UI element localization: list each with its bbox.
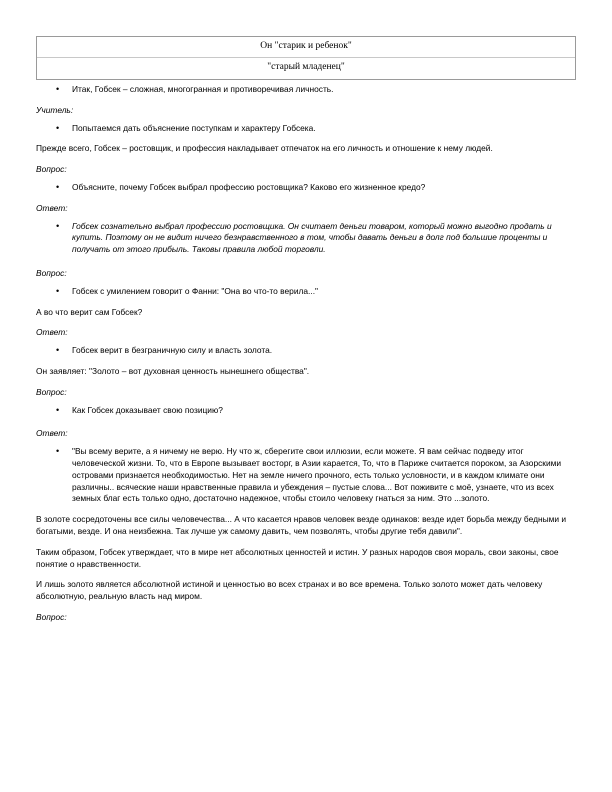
paragraph: Прежде всего, Гобсек – ростовщик, и профессия накладывает отпечаток на его личность и отношение к нему людей. [36,143,493,154]
bullet-item: • Итак, Гобсек – сложная, многогранная и противоречивая личность. [36,84,576,96]
speaker-label: Учитель: [36,104,74,115]
question-label: Вопрос: [36,164,67,175]
header-box [36,36,576,80]
question-label: Вопрос: [36,386,67,397]
question-label: Вопрос: [36,267,67,278]
paragraph: Таким образом, Гобсек утверждает, что в мире нет абсолютных ценностей и истин. У разных народов своя мораль, свои законы, свое понятие о нравственности. [36,546,559,569]
bullet-item: • Гобсек с умилением говорит о Фанни: "Она во что-то верила..." [36,286,576,298]
bullet-item: • Попытаемся дать объяснение поступкам и характеру Гобсека. [36,123,576,135]
paragraph: А во что верит сам Гобсек? [36,306,143,317]
document-body [36,84,576,630]
paragraph: И лишь золото является абсолютной истиной и ценностью во всех странах и во все времена. Только золото может дать человеку абсолютную, реальную власть над миром. [36,579,543,602]
bullet-item: • Гобсек сознательно выбрал профессию ростовщика. Он считает деньги товаром, который можно выгодно продать и купить. Поэтому он не видит ничего безнравственного в том, чтобы давать деньги в долг под большие проценты и получать от этого прибыль. Таковы правила любой торговли. [36,221,576,256]
answer-label: Ответ: [36,202,68,213]
header-title: Он "старик и ребенок" [260,41,352,51]
bullet-item: • Гобсек верит в безграничную силу и власть золота. [36,345,576,357]
paragraph: Он заявляет: "Золото – вот духовная ценность нынешнего общества". [36,365,310,376]
answer-label: Ответ: [36,327,68,338]
bullet-item: • Объясните, почему Гобсек выбрал профессию ростовщика? Каково его жизненное кредо? [36,182,576,194]
bullet-item: • Как Гобсек доказывает свою позицию? [36,405,576,417]
paragraph: В золоте сосредоточены все силы человечества... А что касается нравов человек везде одинаков: везде идет борьба между бедными и богатыми, везде. И она неизбежна. Так лучше уж самому давить, чем позволять, чтобы другие тебя давили". [36,514,567,536]
header-divider [37,57,575,58]
header-subtitle: "старый младенец" [267,62,345,72]
question-label: Вопрос: [36,611,67,622]
bullet-item: • "Вы всему верите, а я ничему не верю. Ну что ж, сберегите свои иллюзии, если можете. Я вам сейчас подведу итог человеческой жизни. То, что в Европе вызывает восторг, в Азии карается, То, что в Париже считается пороком, за Азорскими островами признается необходимостью. Нет на земле ничего прочного, есть только условности, и в каждом климате они различны.. всяческие наши нравственные правила и убеждения – пустые слова... Вот поживите с моё, узнаете, что из всех земных благ есть только одно, достаточно надежное, чтобы стоило человеку гнаться за ним. Это ...золото. [36,446,576,505]
answer-label: Ответ: [36,428,68,439]
